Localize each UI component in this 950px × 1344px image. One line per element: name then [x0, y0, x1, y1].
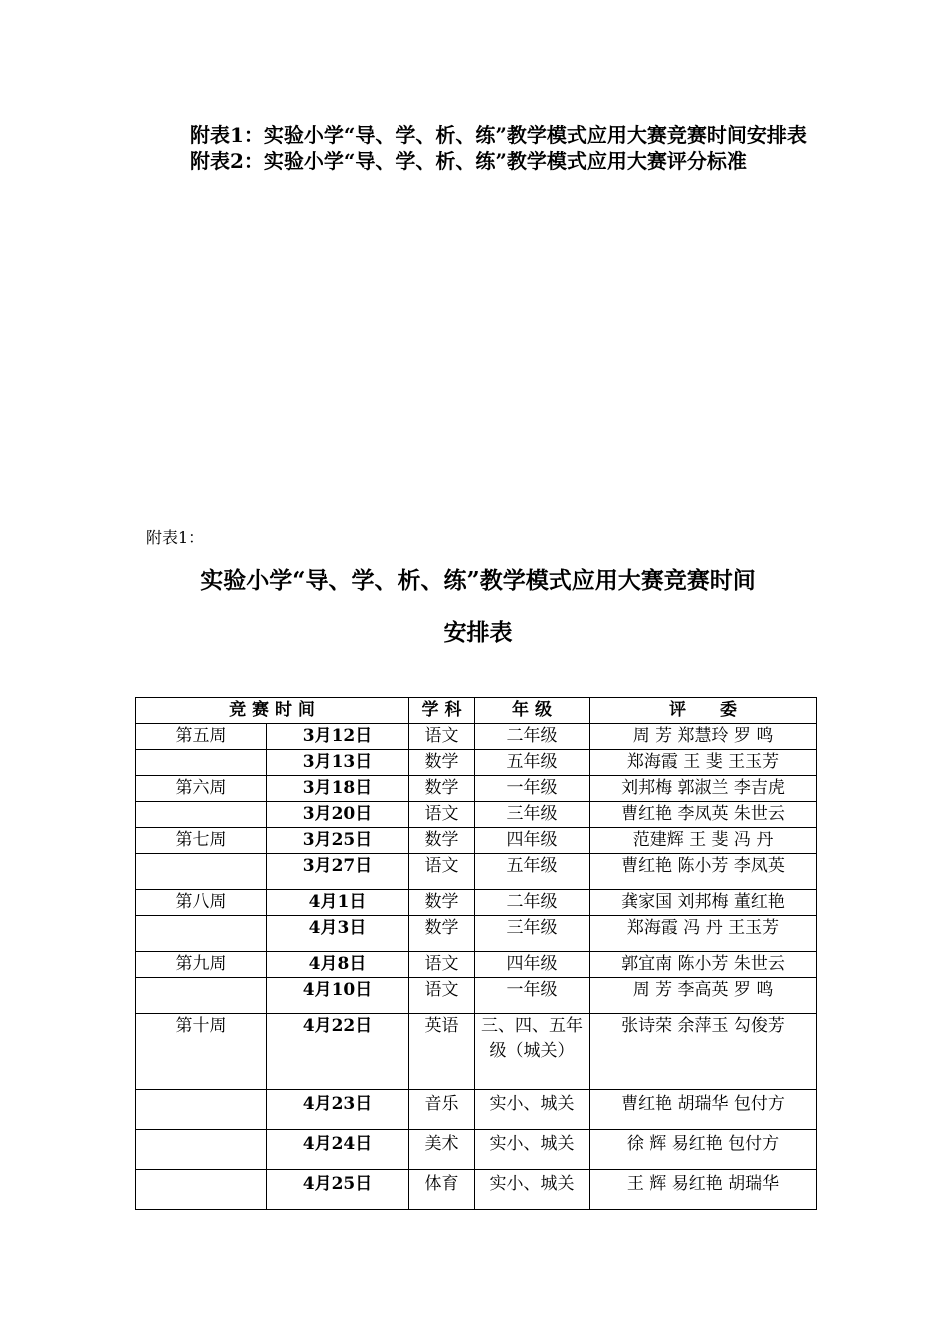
week-cell: 第八周	[136, 890, 267, 916]
date-cell: 4月25日	[267, 1170, 409, 1210]
grade-cell: 三、四、五年级（城关）	[475, 1014, 590, 1090]
subject-cell: 数学	[409, 776, 475, 802]
date-cell: 3月13日	[267, 750, 409, 776]
schedule-title-line-1: 实验小学“导、学、析、练”教学模式应用大赛竞赛时间	[200, 567, 756, 594]
grade-cell: 实小、城关	[475, 1130, 590, 1170]
grade-cell: 五年级	[475, 750, 590, 776]
date-cell: 3月25日	[267, 828, 409, 854]
week-cell	[136, 978, 267, 1014]
judges-cell: 徐 辉 易红艳 包付方	[590, 1130, 817, 1170]
judges-cell: 曹红艳 李凤英 朱世云	[590, 802, 817, 828]
subject-cell: 语文	[409, 854, 475, 890]
date-cell: 3月27日	[267, 854, 409, 890]
header-grade: 年 级	[475, 698, 590, 724]
table-row	[136, 1130, 817, 1170]
week-cell: 第五周	[136, 724, 267, 750]
subject-cell: 体育	[409, 1170, 475, 1210]
week-cell	[136, 1130, 267, 1170]
table-row	[136, 776, 817, 802]
subject-cell: 数学	[409, 828, 475, 854]
table-row	[136, 978, 817, 1014]
subject-cell: 语文	[409, 952, 475, 978]
table-row	[136, 1090, 817, 1130]
table-row	[136, 916, 817, 952]
judges-cell: 周 芳 李高英 罗 鸣	[590, 978, 817, 1014]
week-cell: 第十周	[136, 1014, 267, 1090]
subject-cell: 数学	[409, 890, 475, 916]
grade-cell: 二年级	[475, 890, 590, 916]
week-cell: 第七周	[136, 828, 267, 854]
judges-cell: 郑海霞 冯 丹 王玉芳	[590, 916, 817, 952]
subject-cell: 音乐	[409, 1090, 475, 1130]
grade-cell: 一年级	[475, 776, 590, 802]
date-cell: 3月20日	[267, 802, 409, 828]
date-cell: 4月3日	[267, 916, 409, 952]
schedule-table	[135, 697, 817, 1210]
date-cell: 4月24日	[267, 1130, 409, 1170]
subject-cell: 语文	[409, 978, 475, 1014]
schedule-title-line-2: 安排表	[443, 619, 513, 646]
table-row	[136, 854, 817, 890]
week-cell	[136, 854, 267, 890]
grade-cell: 一年级	[475, 978, 590, 1014]
header-judges: 评 委	[590, 698, 817, 724]
judges-cell: 龚家国 刘邦梅 董红艳	[590, 890, 817, 916]
week-cell	[136, 802, 267, 828]
header-subject: 学 科	[409, 698, 475, 724]
subject-cell: 数学	[409, 750, 475, 776]
grade-cell: 四年级	[475, 828, 590, 854]
table-row	[136, 890, 817, 916]
week-cell: 第六周	[136, 776, 267, 802]
subject-cell: 语文	[409, 802, 475, 828]
subject-cell: 语文	[409, 724, 475, 750]
intro-line-2: 附表2：实验小学“导、学、析、练”教学模式应用大赛评分标准	[190, 149, 747, 173]
subject-cell: 数学	[409, 916, 475, 952]
table-row	[136, 1170, 817, 1210]
table-row	[136, 750, 817, 776]
judges-cell: 郑海霞 王 斐 王玉芳	[590, 750, 817, 776]
week-cell	[136, 1090, 267, 1130]
date-cell: 4月10日	[267, 978, 409, 1014]
table-header-row	[136, 698, 817, 724]
table-row	[136, 802, 817, 828]
intro-block	[146, 122, 810, 174]
table-row	[136, 828, 817, 854]
grade-cell: 实小、城关	[475, 1170, 590, 1210]
schedule-title	[146, 555, 810, 659]
intro-line-1: 附表1：实验小学“导、学、析、练”教学模式应用大赛竞赛时间安排表	[190, 123, 807, 147]
grade-cell: 四年级	[475, 952, 590, 978]
judges-cell: 王 辉 易红艳 胡瑞华	[590, 1170, 817, 1210]
judges-cell: 曹红艳 陈小芳 李凤英	[590, 854, 817, 890]
header-time: 竞 赛 时 间	[136, 698, 409, 724]
week-cell: 第九周	[136, 952, 267, 978]
date-cell: 4月8日	[267, 952, 409, 978]
subject-cell: 英语	[409, 1014, 475, 1090]
grade-cell: 三年级	[475, 802, 590, 828]
judges-cell: 郭宜南 陈小芳 朱世云	[590, 952, 817, 978]
grade-cell: 二年级	[475, 724, 590, 750]
section-label: 附表1：	[146, 528, 205, 547]
date-cell: 3月18日	[267, 776, 409, 802]
judges-cell: 范建辉 王 斐 冯 丹	[590, 828, 817, 854]
grade-cell: 实小、城关	[475, 1090, 590, 1130]
date-cell: 4月1日	[267, 890, 409, 916]
grade-cell: 五年级	[475, 854, 590, 890]
week-cell	[136, 1170, 267, 1210]
judges-cell: 张诗荣 余萍玉 勾俊芳	[590, 1014, 817, 1090]
date-cell: 4月22日	[267, 1014, 409, 1090]
subject-cell: 美术	[409, 1130, 475, 1170]
date-cell: 3月12日	[267, 724, 409, 750]
table-row	[136, 952, 817, 978]
date-cell: 4月23日	[267, 1090, 409, 1130]
judges-cell: 曹红艳 胡瑞华 包付方	[590, 1090, 817, 1130]
judges-cell: 周 芳 郑慧玲 罗 鸣	[590, 724, 817, 750]
judges-cell: 刘邦梅 郭淑兰 李吉虎	[590, 776, 817, 802]
week-cell	[136, 916, 267, 952]
table-row	[136, 724, 817, 750]
grade-cell: 三年级	[475, 916, 590, 952]
week-cell	[136, 750, 267, 776]
table-row	[136, 1014, 817, 1090]
